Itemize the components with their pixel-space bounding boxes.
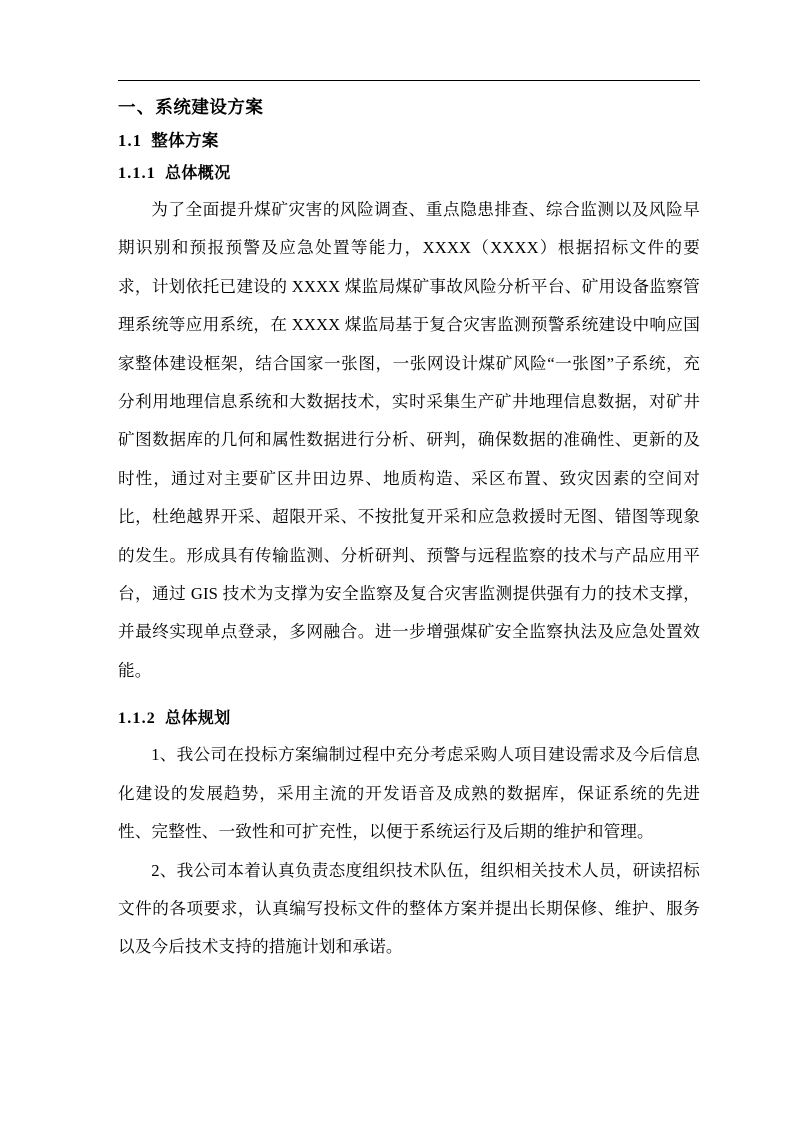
paragraph-overview: 为了全面提升煤矿灾害的风险调查、重点隐患排查、综合监测以及风险早期识别和预报预警及应急处置等能力，XXXX（XXXX）根据招标文件的要求，计划依托已建设的 XXXX 煤监局煤矿事故风险分析平台、矿用设备监察管理系统等应用系统，在 XXXX 煤监局基于复合灾害监测预警系统建设中响应国家整体建设框架，结合国家一张图，一张网设计煤矿风险“一张图”子系统，充分利用地理信息系统和大数据技术，实时采集生产矿井地理信息数据，对矿井矿图数据库的几何和属性数据进行分析、研判，确保数据的准确性、更新的及时性，通过对主要矿区井田边界、地质构造、采区布置、致灾因素的空间对比，杜绝越界开采、超限开采、不按批复开采和应急救援时无图、错图等现象的发生。形成具有传输监测、分析研判、预警与远程监察的技术与产品应用平台，通过 GIS 技术为支撑为安全监察及复合灾害监测提供强有力的技术支撑，并最终实现单点登录，多网融合。进一步增强煤矿安全监察执法及应急处置效能。 <box>118 200 700 680</box>
heading-level-1 <box>118 92 700 122</box>
heading-1-1-1-title: 总体概况 <box>165 165 231 182</box>
page-header <box>0 0 793 82</box>
heading-1-1-2 <box>118 704 700 734</box>
heading-1-1-number: 1.1 <box>118 131 143 150</box>
heading-1-1-1 <box>118 159 700 189</box>
heading-1-1-2-number: 1.1.2 <box>118 710 156 728</box>
document-body <box>118 92 700 967</box>
paragraph-plan-item-2: 2、我公司本着认真负责态度组织技术队伍，组织相关技术人员，研读招标文件的各项要求，认真编写投标文件的整体方案并提出长期保修、维护、服务以及今后技术支持的措施计划和承诺。 <box>118 860 700 957</box>
heading-level-1-title: 系统建设方案 <box>155 97 264 117</box>
header-rule-divider <box>118 80 700 81</box>
heading-1-1 <box>118 126 700 156</box>
heading-1-1-1-number: 1.1.1 <box>118 165 156 182</box>
heading-1-1-title: 整体方案 <box>151 132 219 150</box>
heading-level-1-number: 一、 <box>118 97 156 117</box>
paragraph-plan-item-1: 1、我公司在投标方案编制过程中充分考虑采购人项目建设需求及今后信息化建设的发展趋势，采用主流的开发语音及成熟的数据库，保证系统的先进性、完整性、一致性和可扩充性，以便于系统运行及后期的维护和管理。 <box>118 745 700 842</box>
heading-1-1-2-title: 总体规划 <box>165 710 231 728</box>
